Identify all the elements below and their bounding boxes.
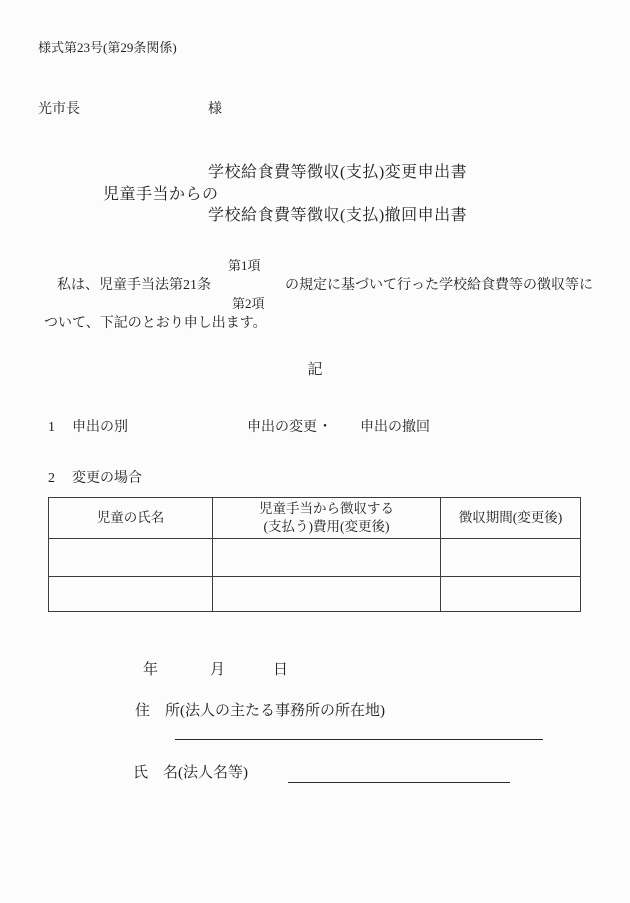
name-blank-line — [288, 782, 510, 783]
date-month-label: 月 — [210, 662, 226, 678]
date-year-label: 年 — [143, 662, 159, 678]
item1-number: 1 — [48, 420, 55, 435]
title-prefix: 児童手当からの — [103, 186, 219, 203]
table-header-period: 徴収期間(変更後) — [441, 498, 581, 539]
statement-second-line: ついて、下記のとおり申し出ます。 — [44, 316, 267, 331]
address-label: 住 所(法人の主たる事務所の所在地) — [135, 703, 385, 719]
table-cell — [441, 577, 581, 612]
table-cell — [213, 577, 441, 612]
statement-paragraph1: 第1項 — [228, 258, 261, 273]
address-blank-line — [175, 739, 543, 740]
table-header-row — [49, 498, 581, 539]
item1-label: 申出の別 — [72, 420, 128, 435]
item2-number: 2 — [48, 471, 55, 486]
item1-option-change: 申出の変更 — [247, 420, 317, 435]
item2-label: 変更の場合 — [72, 471, 142, 486]
change-table — [48, 497, 581, 612]
table-header-child-name: 児童の氏名 — [49, 498, 213, 539]
table-cell — [213, 539, 441, 577]
statement-paragraph2: 第2項 — [232, 296, 265, 311]
table-header-fee-line1: 児童手当から徴収する — [259, 501, 394, 517]
form-number: 様式第23号(第29条関係) — [38, 40, 177, 55]
item1-option-withdraw: 申出の撤回 — [360, 420, 430, 435]
title-change-line: 学校給食費等徴収(支払)変更申出書 — [208, 164, 468, 181]
table-header-fee-line2: (支払う)費用(変更後) — [263, 519, 390, 534]
table-row — [49, 539, 581, 577]
addressee-honorific: 様 — [208, 102, 222, 117]
date-day-label: 日 — [273, 662, 289, 678]
statement-continuation: の規定に基づいて行った学校給食費等の徴収等に — [285, 278, 593, 293]
table-cell — [49, 539, 213, 577]
table-row — [49, 577, 581, 612]
table-cell — [441, 539, 581, 577]
table-cell — [49, 577, 213, 612]
statement-lead: 私は、児童手当法第21条 — [57, 278, 211, 293]
record-marker: 記 — [307, 362, 323, 378]
item1-option-separator: ・ — [318, 420, 332, 435]
name-label: 氏 名(法人名等) — [133, 765, 248, 781]
addressee-name: 光市長 — [38, 102, 80, 117]
title-withdraw-line: 学校給食費等徴収(支払)撤回申出書 — [208, 207, 468, 224]
table-header-fee — [213, 498, 441, 539]
